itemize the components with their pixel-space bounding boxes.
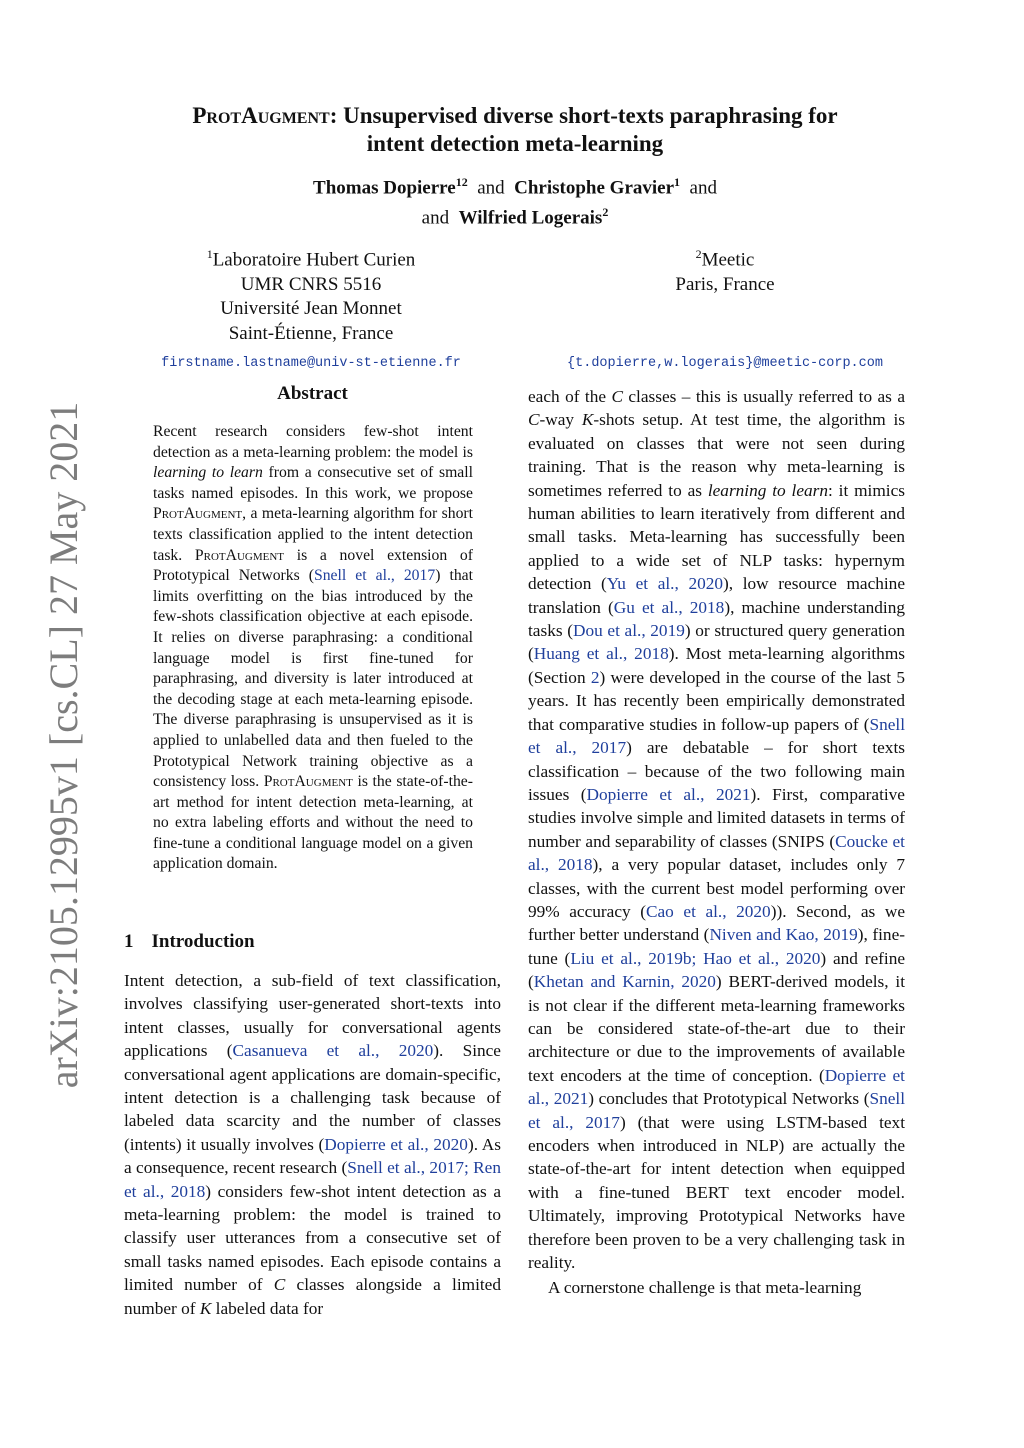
affiliation-line: UMR CNRS 5516 [240, 273, 382, 295]
citation-link[interactable]: Khetan and Karnin, 2020 [533, 972, 716, 992]
affiliation-marker: 1 [206, 247, 213, 261]
author-and: and [477, 177, 505, 199]
affiliation-line: Université Jean Monnet [220, 298, 402, 320]
citation-link[interactable]: Liu et al., 2019b; Hao et al., 2020 [570, 948, 821, 968]
body-text: )). Second, as we further better understand ( [528, 901, 906, 945]
body-text: ) are debatable – for short texts classification – because of the two following main issues ( [528, 738, 905, 804]
author-and: and [689, 177, 717, 199]
method-name: ProtAugment [263, 773, 353, 791]
abstract-text: from a consecutive set of small tasks named episodes. In this work, we propose [153, 464, 473, 502]
method-name: ProtAugment [192, 103, 330, 128]
paragraph [528, 1276, 905, 1299]
citation-link[interactable]: Dou et al., 2019 [572, 621, 685, 641]
title-line2: intent detection meta-learning [366, 131, 664, 156]
math-symbol: C [528, 410, 540, 430]
abstract-text: ) that limits overfitting on the bias introduced by the few-shots classification objective at each episode. It relies on diverse paraphrasing: a conditional language model is first fine-tuned for paraphrasing, and diversity is later introduced at the decoding stage at each meta-learning episode. The diverse paraphrasing is unsupervised as it is applied to unlabelled data and then fueled to the Prototypical Network training objective as a consistency loss. [153, 567, 474, 791]
body-text: -shots setup. At test time, the algorithm is evaluated on classes that were not seen during training. That is the reason why meta-learning is sometimes referred to as [528, 410, 905, 500]
body-text: ) considers few-shot intent detection as a meta-learning problem: the model is trained to classify user utterances from a consecutive set of small tasks named episodes. Each episode contains a limited number of [124, 1181, 501, 1295]
body-text: ). As a consequence, recent research ( [124, 1134, 501, 1178]
author-list [120, 170, 910, 231]
citation-link[interactable]: Snell et al., 2017 [313, 567, 436, 585]
citation-link[interactable]: Yu et al., 2020 [606, 574, 724, 594]
intro-left-column [124, 969, 501, 1320]
body-text: classes – this is usually referred to as a [622, 387, 905, 406]
body-text: classes alongside a limited number of [124, 1275, 501, 1318]
body-text: ) and refine ( [528, 948, 906, 992]
citation-link[interactable]: Snell et al., 2017 [528, 714, 905, 758]
arxiv-identifier-stamp: arXiv:2105.12995v1 [cs.CL] 27 May 2021 [41, 401, 86, 1089]
citation-link[interactable]: Dopierre et al., 2021 [586, 784, 751, 804]
intro-right-column [528, 385, 905, 1300]
affiliation-1 [140, 242, 482, 377]
affiliation-2 [540, 242, 910, 377]
section-heading-introduction [124, 931, 255, 953]
author-and: and [421, 207, 450, 229]
abstract-heading: Abstract [277, 383, 348, 404]
abstract-emphasis: learning to learn [153, 464, 263, 482]
math-symbol: K [581, 410, 594, 430]
body-text: ). Most meta-learning algorithms (Section [528, 644, 905, 687]
math-symbol: C [611, 387, 623, 406]
math-symbol: C [273, 1275, 286, 1295]
body-emphasis: learning to learn [707, 480, 829, 500]
paragraph [528, 385, 905, 1274]
citation-link[interactable]: Dopierre et al., 2021 [528, 1065, 905, 1109]
body-text: ) (that were using LSTM-based text encoders when introduced in NLP) are actually the state-of-the-art for intent detection when equipped with a fine-tuned BERT text encoder model. Ultimately, improving Prototypical Networks have therefore been proven to be a very challenging task in reality. [528, 1112, 905, 1273]
citation-link[interactable]: Coucke et al., 2018 [528, 831, 905, 875]
body-text: ), machine understanding tasks ( [528, 597, 905, 641]
section-title: Introduction [151, 931, 255, 952]
body-text: labeled data for [211, 1298, 324, 1318]
abstract-text: is a novel extension of Prototypical Networks ( [153, 546, 473, 585]
author-3-affil: 2 [602, 205, 609, 220]
abstract-body [153, 422, 473, 875]
affiliation-marker: 2 [695, 247, 702, 261]
affiliation-line: Saint-Étienne, France [228, 322, 394, 344]
body-text: ). Since conversational agent applications are domain-specific, intent detection is a challenging task because of labeled data scarcity and the number of classes (intents) it usually involves ( [124, 1041, 501, 1154]
citation-link[interactable]: Snell et al., 2017 [528, 1089, 905, 1132]
citation-link[interactable]: Huang et al., 2018 [533, 644, 669, 664]
citation-link[interactable]: Dopierre et al., 2020 [324, 1134, 468, 1154]
affiliation-line: Laboratoire Hubert Curien [212, 249, 416, 271]
citation-link[interactable]: Gu et al., 2018 [613, 597, 725, 617]
body-text: ), low resource machine translation ( [528, 574, 905, 617]
affiliation-line: Paris, France [675, 273, 775, 295]
paragraph [124, 969, 501, 1320]
section-link[interactable]: 2 [590, 667, 600, 687]
body-text: ) or structured query generation ( [528, 621, 906, 664]
author-2-affil: 1 [674, 175, 681, 189]
citation-link[interactable]: Niven and Kao, 2019 [709, 925, 858, 945]
abstract-text: Recent research considers few-shot intent detection as a meta-learning problem: the model is [153, 423, 473, 461]
body-text: ), a very popular dataset, includes only 7 classes, with the current best model performing over 99% accuracy ( [528, 855, 905, 921]
citation-link[interactable]: Snell et al., 2017; Ren et al., 2018 [124, 1158, 501, 1201]
body-text: each of the [528, 387, 612, 406]
abstract-text: , a meta-learning algorithm for short texts classification applied to the intent detection task. [153, 505, 473, 564]
author-1: Thomas Dopierre [313, 177, 456, 199]
body-text: ). First, comparative studies involve simple and limited datasets in terms of number and separability of classes (SNIPS ( [528, 784, 905, 851]
author-1-affil: 12 [455, 175, 468, 189]
abstract-text: is the state-of-the-art method for intent detection meta-learning, at no extra labeling efforts and without the need to fine-tune a conditional language model on a given application domain. [153, 773, 473, 873]
method-name: ProtAugment [153, 505, 243, 523]
affiliation-email[interactable]: firstname.lastname@univ-st-etienne.fr [161, 356, 461, 372]
citation-link[interactable]: Casanueva et al., 2020 [232, 1041, 434, 1061]
body-text: : it mimics human abilities to learn iteratively from different and small tasks. Meta-learning has successfully been applied to a wide set of NLP tasks: hypernym detection ( [528, 480, 905, 594]
math-symbol: K [199, 1298, 212, 1318]
paper-title [120, 102, 910, 158]
author-2: Christophe Gravier [514, 177, 675, 199]
method-name: ProtAugment [194, 546, 285, 564]
citation-link[interactable]: Cao et al., 2020 [645, 901, 771, 921]
body-text: -way [539, 410, 582, 430]
body-text: Intent detection, a sub-field of text classification, involves classifying user-generated short-texts into intent classes, usually for conversational agents applications ( [124, 971, 501, 1061]
body-text: ), fine-tune ( [528, 925, 905, 968]
body-text: ) were developed in the course of the last 5 years. It has recently been empirically demonstrated that comparative studies in follow-up papers of ( [528, 667, 905, 734]
affiliation-email[interactable]: {t.dopierre,w.logerais}@meetic-corp.com [567, 356, 883, 372]
body-text: ) BERT-derived models, it is not clear if the different meta-learning frameworks can be considered state-of-the-art due to their architecture or due to the improvements of available text encoders at the time of conception. ( [528, 972, 905, 1085]
author-3: Wilfried Logerais [458, 207, 603, 229]
body-text: A cornerstone challenge is that meta-learning [548, 1278, 862, 1298]
affiliation-line: Meetic [701, 249, 755, 271]
body-text: ) concludes that Prototypical Networks ( [588, 1089, 870, 1109]
section-number: 1 [124, 931, 134, 952]
title-line1: : Unsupervised diverse short-texts paraphrasing for [329, 103, 838, 128]
